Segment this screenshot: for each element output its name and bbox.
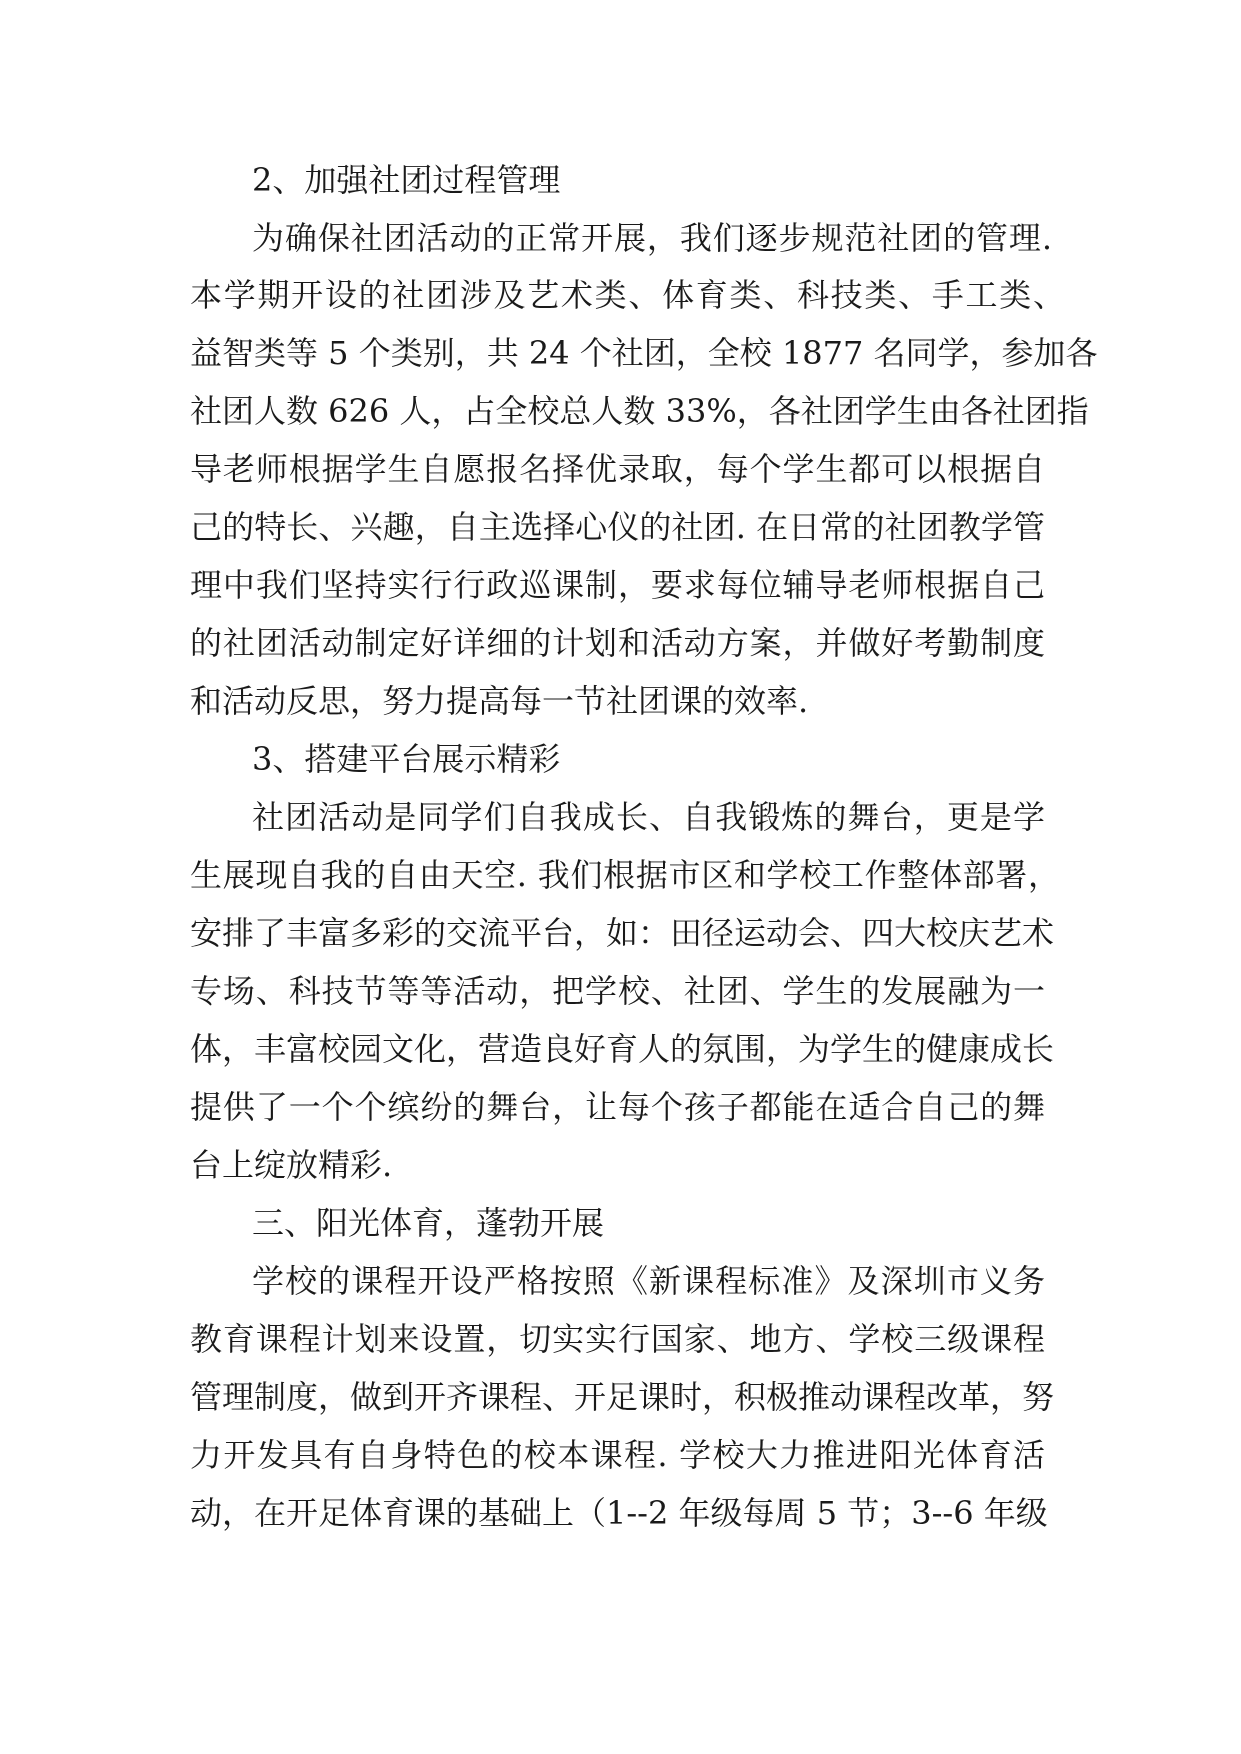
paragraph-line: 己的特长、兴趣，自主选择心仪的社团. 在日常的社团教学管 [190,508,1045,546]
paragraph-line: 学校的课程开设严格按照《新课程标准》及深圳市义务 [252,1262,1045,1300]
paragraph-line: 提供了一个个缤纷的舞台，让每个孩子都能在适合自己的舞 [190,1088,1045,1126]
paragraph-line: 生展现自我的自由天空. 我们根据市区和学校工作整体部署， [190,856,1060,894]
paragraph-line: 理中我们坚持实行行政巡课制，要求每位辅导老师根据自己 [190,566,1045,604]
paragraph-line: 教育课程计划来设置，切实实行国家、地方、学校三级课程 [190,1320,1045,1358]
paragraph-line: 为确保社团活动的正常开展，我们逐步规范社团的管理. [252,219,1052,257]
paragraph-line: 体，丰富校园文化，营造良好育人的氛围，为学生的健康成长 [190,1030,1055,1068]
paragraph-line: 社团活动是同学们自我成长、自我锻炼的舞台，更是学 [252,798,1045,836]
paragraph-line: 和活动反思，努力提高每一节社团课的效率. [190,682,809,720]
paragraph-line: 管理制度，做到开齐课程、开足课时，积极推动课程改革，努 [190,1378,1055,1416]
paragraph-line: 安排了丰富多彩的交流平台，如：田径运动会、四大校庆艺术 [190,914,1055,952]
paragraph-line: 动，在开足体育课的基础上（1--2 年级每周 5 节；3--6 年级 [190,1494,1048,1532]
paragraph-line: 本学期开设的社团涉及艺术类、体育类、科技类、手工类、 [190,276,1065,314]
paragraph-line: 导老师根据学生自愿报名择优录取，每个学生都可以根据自 [190,450,1045,488]
paragraph-line: 台上绽放精彩. [190,1146,393,1184]
paragraph-line: 力开发具有自身特色的校本课程. 学校大力推进阳光体育活 [190,1436,1045,1474]
heading-club-process-management: 2、加强社团过程管理 [252,161,561,199]
paragraph-line: 的社团活动制定好详细的计划和活动方案，并做好考勤制度 [190,624,1045,662]
heading-platform-showcase: 3、搭建平台展示精彩 [252,740,561,778]
paragraph-line: 益智类等 5 个类别，共 24 个社团，全校 1877 名同学，参加各 [190,334,1098,372]
heading-sunshine-sports: 三、阳光体育，蓬勃开展 [252,1204,605,1242]
paragraph-line: 社团人数 626 人，占全校总人数 33%，各社团学生由各社团指 [190,392,1089,430]
paragraph-line: 专场、科技节等等活动，把学校、社团、学生的发展融为一 [190,972,1045,1010]
